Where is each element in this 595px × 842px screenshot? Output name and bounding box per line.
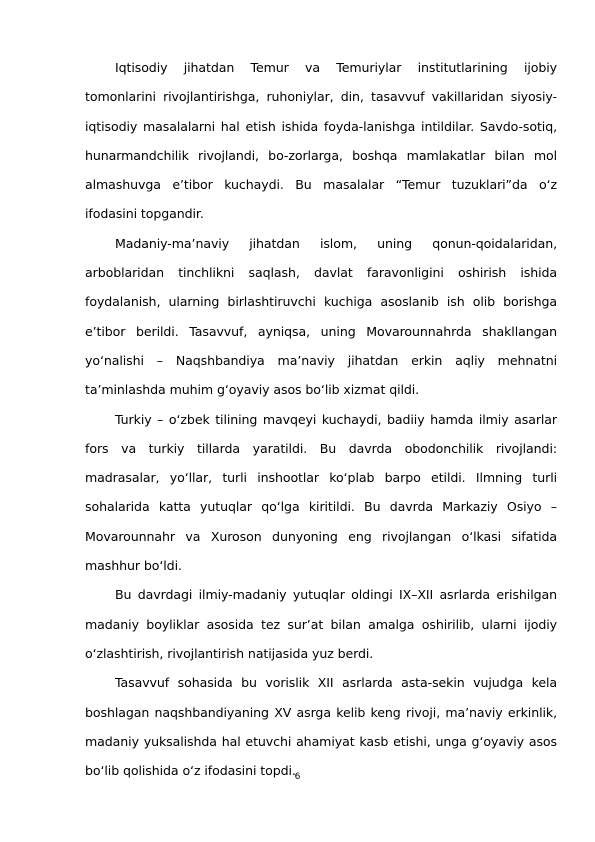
paragraph-sufism: Tasavvuf sohasida bu vorislik XII asrlarda asta-sekin vujudga kela boshlagan naqshbandiyaning XV asrga kelib keng rivoji, ma’naviy erkinlik, madaniy yuksalishda hal etuvchi ahamiyat kasb etishi, unga g‘oyaviy asos bo‘lib qolishida o‘z ifodasini topdi.: [85, 675, 557, 779]
paragraph-economic: Iqtisodiy jihatdan Temur va Temuriylar institutlarining ijobiy tomonlarini rivojlantirishga, ruhoniylar, din, tasavvuf vakillaridan siyosiy-iqtisodiy masalalarni hal etish ishida foyda-lanishga intildilar. Savdo-sotiq, hunarmandchilik rivojlandi, bo-zorlarga, boshqa mamlakatlar bilan mol almashuvga e’tibor kuchaydi. Bu masalalar “Temur tuzuklari”da o‘z ifodasini topgandir.: [85, 60, 557, 222]
paragraph-scientific-achievements: Bu davrdagi ilmiy-madaniy yutuqlar oldingi IX–XII asrlarda erishilgan madaniy boyliklar asosida tez sur’at bilan amalga oshirilib, ularni ijodiy o‘zlashtirish, rivojlantirish natijasida yuz berdi.: [85, 587, 557, 661]
body-text: [85, 53, 557, 785]
paragraph-turkic-language: Turkiy – o‘zbek tilining mavqeyi kuchaydi, badiiy hamda ilmiy asarlar fors va turkiy tillarda yaratildi. Bu davrda obodonchilik rivojlandi: madrasalar, yo‘llar, turli inshootlar ko‘plab barpo etildi. Ilmning turli sohalarida katta yutuqlar qo‘lga kiritildi. Bu davrda Markaziy Osiyo – Movarounnahr va Xuroson dunyoning eng rivojlangan o‘lkasi sifatida mashhur bo‘ldi.: [85, 411, 557, 574]
paragraph-cultural: Madaniy-ma’naviy jihatdan islom, uning qonun-qoidalaridan, arboblaridan tinchlikni saqlash, davlat faravonligini oshirish ishida foydalanish, ularning birlashtiruvchi kuchiga asoslanib ish olib borishga e’tibor berildi. Tasavvuf, ayniqsa, uning Movarounnahrda shakllangan yo‘nalishi – Naqshbandiya ma’naviy jihatdan erkin aqliy mehnatni ta’minlashda muhim g‘oyaviy asos bo‘lib xizmat qildi.: [85, 235, 557, 398]
page-number: 6: [294, 772, 301, 782]
